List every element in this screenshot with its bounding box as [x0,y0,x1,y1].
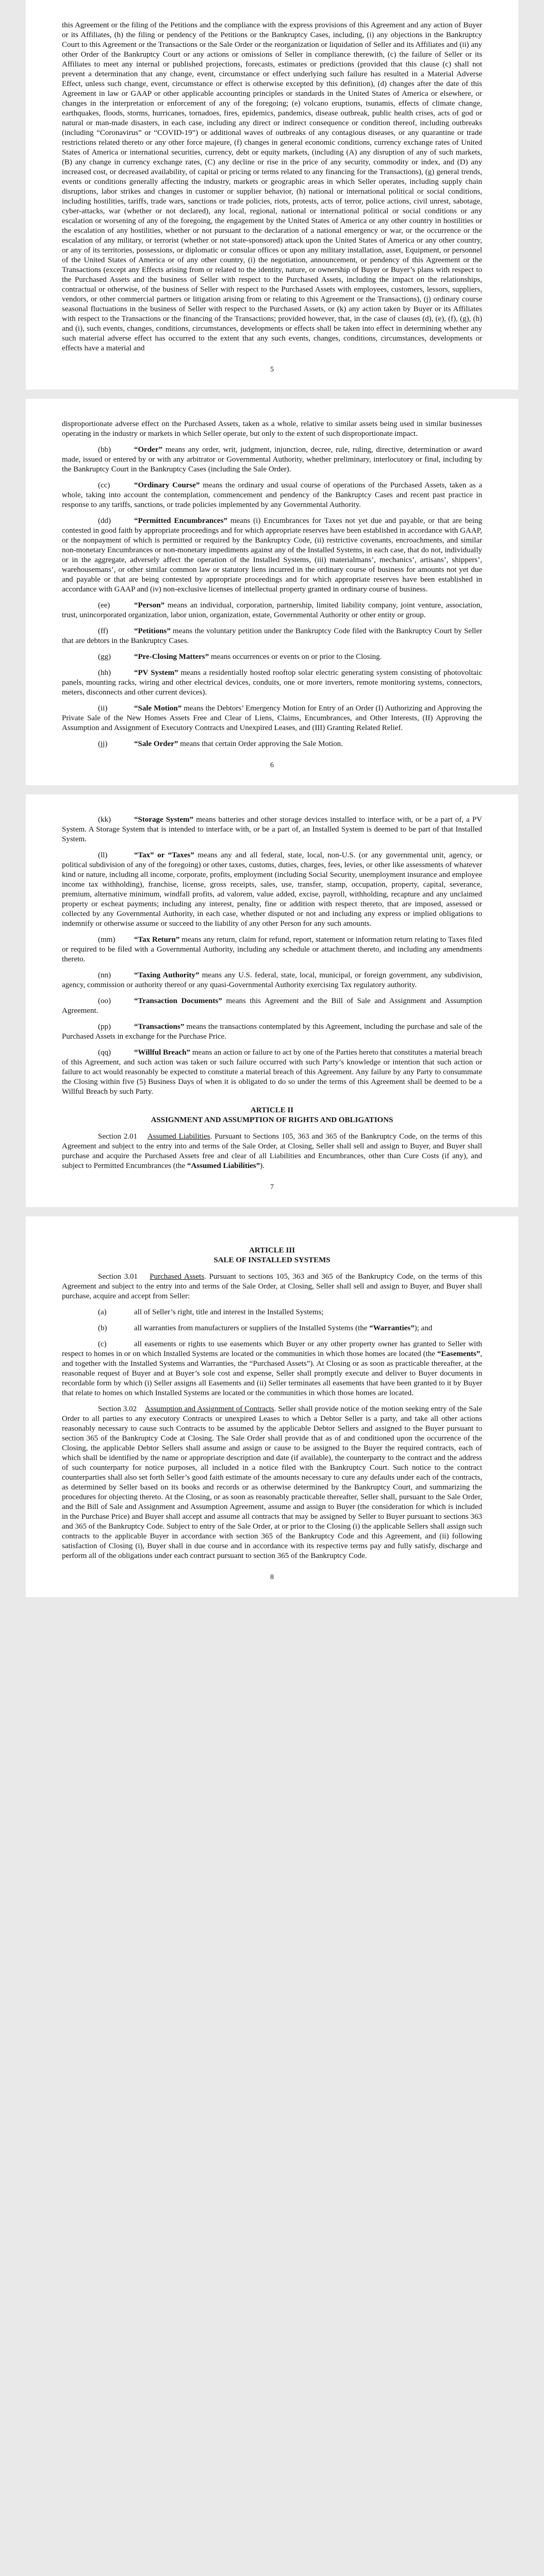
clause-label: (c) [98,1340,107,1348]
definition-text: means any U.S. federal, state, local, municipal, or foreign government, any subdivision, agency, commission or authority thereof or any quasi-Governmental Authority exercising Tax regulatory authority. [62,971,482,989]
document-page-7 [26,794,518,1207]
clause-item [62,1308,482,1317]
definition-paragraph [62,1048,482,1097]
definition-text: means (i) Encumbrances for Taxes not yet due and payable, or that are being contested in good faith by appropriate proceedings and for which appropriate reserves have been established in accordance with GAAP, or the nonpayment of which is permitted or required by the Bankruptcy Code, (ii) restrictive covenants, encroachments, and similar non-monetary Encumbrances or non-monetary impediments against any of the Installed Systems, in each case, that do not, individually or in the aggregate, adversely affect the operation of the Installed Systems, (iii) materialmans’, mechanics’, artisans’, shippers’, warehousemans’, or other similar common law or statutory liens incurred in the ordinary course of business for amounts not yet due and payable or that are being contested by appropriate proceedings and for which appropriate reserves have been established in accordance with GAAP and (iv) non-exclusive licenses of intellectual property granted in ordinary course of business. [62,517,482,594]
defined-term: “Permitted Encumbrances” [134,517,227,525]
article-title: SALE OF INSTALLED SYSTEMS [213,1256,331,1264]
page-number: 8 [270,1573,274,1581]
article-title: ASSIGNMENT AND ASSUMPTION OF RIGHTS AND OBLIGATIONS [151,1116,393,1124]
definition-label: (pp) [98,1023,111,1031]
defined-term: “Pre-Closing Matters” [134,653,209,661]
defined-term: “Warranties” [369,1324,415,1332]
definition-label: (mm) [98,936,116,944]
defined-term: “Sale Order” [134,740,178,748]
definition-paragraph [62,935,482,964]
defined-term: “Assumed Liabilities” [187,1162,260,1170]
article-heading: ARTICLE II [250,1106,294,1114]
definition-paragraph [62,851,482,929]
section-number: Section 3.01 [98,1273,138,1281]
defined-term: “Tax” or “Taxes” [134,851,194,859]
document-page-5 [26,0,518,389]
definition-text: means a residentially hosted rooftop solar electric generating system consisting of photovoltaic panels, mounting racks, wiring and other electrical devices, conduits, one or more inverters, remote monitoring systems, connectors, meters, disconnects and other current devices). [62,669,482,697]
definition-paragraph [62,481,482,510]
article-heading: ARTICLE III [249,1246,295,1255]
clause-item [62,1340,482,1398]
clause-text: all of Seller’s right, title and interest in the Installed Systems; [134,1308,324,1316]
definition-label: (ee) [98,601,110,609]
document-page-6 [26,399,518,785]
definition-label: (qq) [98,1048,111,1057]
definition-label: (nn) [98,971,111,979]
section-number: Section 3.02 [98,1405,137,1413]
definition-label: (hh) [98,669,111,677]
definition-text: means any and all federal, state, local, non-U.S. (or any governmental unit, agency, or political subdivision of any of the foregoing) or other taxes, customs, duties, charges, fees, levies, or other like assessments of whatever kind or nature, including all income, corporate, profits, employment (including Social Security, unemployment insurance and employee income tax withholding), franchise, license, gross receipts, sales, use, transfer, stamp, occupation, property, capital, severance, premium, alternative minimum, windfall profits, ad valorem, value added, excise, payroll, withholding, recapture and any unclaimed property or escheat payments; including any interest, penalty, fine or addition with respect thereto, that are imposed, assessed or collected by any Governmental Authority, in each case, whether disputed or not and including any express or implied obligations to indemnify or otherwise assume or succeed to the liability of any other Person for any such amounts. [62,851,483,928]
defined-term: “Taxing Authority” [134,971,200,979]
defined-term: “Ordinary Course” [134,481,200,489]
defined-term: “Person” [134,601,165,609]
defined-term: “Order” [134,446,162,454]
section-title: Assumption and Assignment of Contracts [144,1405,274,1413]
section-text: . Seller shall provide notice of the motion seeking entry of the Sale Order to all parties to any executory Contracts or unexpired Leases to which a Debtor Seller is a party, and take all other actions reasonably necessary to cause such Contracts to be assumed by the applicable Debtor Sellers and assigned to the Buyer pursuant to section 365 of the Bankruptcy Code at Closing. The Sale Order shall provide that as of and conditioned upon the occurrence of the Closing, the applicable Debtor Sellers shall assume and assign or cause to be assigned to the Buyer the required contracts, each of which shall be identified by the name or appropriate description and date (if available), the counterparty to the contract and the address of such counterparty for notice purposes, all included in a notice filed with the Bankruptcy Court. Such notice to the contract counterparties shall also set forth Seller’s good faith estimate of the amounts necessary to cure any defaults under each of the contracts, as determined by Seller based on its books and records or as otherwise determined by the Bankruptcy Court, and summarizing the procedures for objecting thereto. At the Closing, or as soon as reasonably practicable thereafter, Seller shall, pursuant to the Sale Order, and the Bill of Sale and Assignment and Assumption Agreement, assume and assign to Buyer (the consideration for which is included in the Purchase Price) and Buyer shall accept and assume all contracts that may be assigned by Seller to Buyer pursuant to sections 363 and 365 of the Bankruptcy Code. Subject to entry of the Sale Order, at or prior to the Closing (i) the applicable Sellers shall assign such contracts to the applicable Buyer in accordance with section 365 of the Bankruptcy Code and this Agreement, and (ii) following satisfaction of Closing (i), Buyer shall in due course and in accordance with its respective terms pay and fully satisfy, discharge and perform all of the obligations under each contract pursuant to section 365 of the Bankruptcy Code. [62,1405,483,1560]
clause-text: all easements or rights to use easements which Buyer or any other property owner has granted to Seller with respect to homes in or on which Installed Systems are located or the communities in which those homes are located (the [62,1340,482,1358]
definition-paragraph [62,996,482,1016]
clause-label: (b) [98,1324,107,1332]
definitions-list [62,445,482,749]
defined-term: “Willful Breach” [134,1048,191,1057]
clause-item [62,1324,482,1333]
definition-label: (ff) [98,627,108,635]
document-page-8 [26,1216,518,1597]
definition-paragraph [62,445,482,474]
defined-term: “Transactions” [134,1023,185,1031]
definition-paragraph [62,652,482,662]
definition-paragraph [62,815,482,844]
definition-label: (kk) [98,816,111,824]
definition-paragraph [62,668,482,698]
section-paragraph [62,1404,482,1561]
definition-text: means that certain Order approving the Sale Motion. [178,740,343,748]
definition-text: means the voluntary petition under the Bankruptcy Code filed with the Bankruptcy Court by Seller that are debtors in the Bankruptcy Cases. [62,627,482,645]
section-text: . Pursuant to Sections 105, 363 and 365 of the Bankruptcy Code, on the terms of this Agreement and subject to the entry into and terms of the Sale Order, at Closing, Seller shall sell and assign to Buyer, and Buyer shall purchase and acquire the Purchased Assets free and clear of all Liabilities and Encumbrances, other than Cure Costs (if any), and subject to Permitted Encumbrances (the [62,1132,483,1170]
definition-text: means the ordinary and usual course of operations of the Purchased Assets, taken as a whole, taking into account the contemplation, commencement and pendency of the Bankruptcy Cases and recent past practice in response to any tariffs, sanctions, or trade policies implemented by any Governmental Authority. [62,481,482,509]
definition-label: (dd) [98,517,111,525]
page-number: 5 [270,366,274,374]
definition-label: (oo) [98,997,111,1005]
defined-term: “Easements” [437,1350,481,1358]
defined-term: “Storage System” [134,816,194,824]
definition-text: means the transactions contemplated by this Agreement, including the purchase and sale of the Purchased Assets in exchange for the Purchase Price. [62,1023,482,1041]
section-title: Purchased Assets [150,1273,205,1281]
definition-text: means the Debtors’ Emergency Motion for Entry of an Order (I) Authorizing and Approving the Private Sale of the New Homes Assets Free and Clear of Liens, Claims, Encumbrances, and Other Interests, (II) Approving the Assumption and Assignment of Executory Contracts and Unexpired Leases, and (III) Granting Related Relief. [62,704,482,732]
definition-label: (gg) [98,653,111,661]
definition-paragraph [62,739,482,749]
clause-text-end: , and together with the Installed Systems and Warranties, the “Purchased Assets”). At Closing or as soon as practicable thereafter, at the reasonable request of Buyer and at Buyer’s sole cost and expense, Seller shall promptly execute and deliver to Buyer documents in recordable form by which (i) Seller assigns all Easements and (ii) Seller terminates all easements that have been granted to it by Buyer that relate to homes on which Installed Systems are located or the communities in which those homes are located. [62,1350,482,1397]
definition-text: means any order, writ, judgment, injunction, decree, rule, ruling, directive, determination or award made, issued or entered by or with any arbitrator or Governmental Authority, whether preliminary, interlocutory or final, including by the Bankruptcy Court in the Bankruptcy Cases (including the Sale Order). [62,446,482,473]
defined-term: “Sale Motion” [134,704,182,713]
definition-paragraph [62,601,482,620]
definition-text: means an individual, corporation, partnership, limited liability company, joint venture, association, trust, unincorporated organization, labor union, organization, estate, Governmental Authority or other entity or group. [62,601,482,619]
definition-paragraph [62,1022,482,1042]
paragraph: disproportionate adverse effect on the Purchased Assets, taken as a whole, relative to similar assets being used in similar businesses operating in the industry or markets in which Seller operate, but only to the extent of such disproportionate impact. [62,420,482,438]
definition-text: means any return, claim for refund, report, statement or information return relating to Taxes filed or required to be filed with a Governmental Authority, including any schedule or attachment thereto, and including any amendments thereto. [62,936,482,963]
clause-label: (a) [98,1308,107,1316]
page-number: 6 [270,761,274,769]
section-number: Section 2.01 [98,1132,138,1141]
definition-text: means an action or failure to act by one of the Parties hereto that constitutes a material breach of this Agreement, and such action was taken or such failure occurred with such Party’s knowledge or intention that such action or failure to act would reasonably be expected to constitute a material breach of this Agreement. Any failure by any Party to consummate the Closing within five (5) Business Days of when it is obligated to do so under the terms of this Agreement shall be deemed to be a Willful Breach by such Party. [62,1048,482,1096]
defined-term: “Tax Return” [134,936,180,944]
page-number: 7 [270,1183,274,1191]
definition-label: (ii) [98,704,108,713]
clause-list [62,1308,482,1398]
section-text: . Pursuant to sections 105, 363 and 365 of the Bankruptcy Code, on the terms of this Agreement and subject to the entry into and terms of the Sale Order, at Closing, Seller shall sell and assign to Buyer, and Buyer shall purchase, acquire and accept from Seller: [62,1273,483,1300]
paragraph: this Agreement or the filing of the Petitions and the compliance with the express provisions of this Agreement and any action of Buyer or its Affiliates, (h) the filing or pendency of the Petitions or the Bankruptcy Cases, including, (i) any objections in the Bankruptcy Court to this Agreement or the Transactions or the Sale Order or the reorganization or liquidation of Seller and its Affiliates and (ii) any other Order of the Bankruptcy Court or any actions or omissions of Seller in compliance therewith, (c) the failure of Seller or its Affiliates to meet any internal or published projections, forecasts, estimates or predictions (provided that this clause (c) shall not prevent a determination that any change, event, circumstance or effect underlying such failure has resulted in a Material Adverse Effect, unless such change, event, circumstance or effect is otherwise excepted by this definition), (d) changes after the date of this Agreement in law or GAAP or other applicable accounting principles or standards in the United States of America or elsewhere, or changes in the interpretation or enforcement of any of the foregoing; (e) volcano eruptions, tsunamis, effects of climate change, earthquakes, floods, storms, hurricanes, tornadoes, fires, epidemics, pandemics, disease outbreak, public health crises, acts of god or natural or man-made disasters, in each case, including any direct or indirect consequence or condition thereof, including outbreaks (including “Coronavirus” or “COVID-19”) or additional waves of outbreaks of any contagious diseases, or any quarantine or trade restrictions related thereto or any other force majeure, (f) changes in general economic conditions, currency exchange rates of United States of America or international securities, currency, debt or equity markets, (including (A) any disruption of any of such markets, (B) any change in currency exchange rates, (C) any decline or rise in the price of any security, commodity or index, and (D) any increased cost, or decreased availability, of capital or pricing or terms related to any financing for the Transactions), (g) general trends, events or conditions generally affecting the industry, markets or geographic areas in which Seller operates, including supply chain disruptions, labor strikes and changes in customer or supplier behavior, (h) national or international political or social conditions, including hostilities, tariffs, trade wars, sanctions or trade policies, riots, protests, acts of terror, police actions, civil unrest, sabotage, cyber-attacks, war (whether or not declared), any local, regional, national or international political or social conditions or any escalation or worsening of any of the foregoing, the engagement by the United States of America or any other country in hostilities or the escalation of any hostilities, whether or not pursuant to the declaration of a national emergency or war, or the occurrence or the escalation of any military, or terrorist (whether or not state-sponsored) attack upon the United States of America or any other country, or any of its territories, possessions, or diplomatic or consular offices or upon any military installation, asset, Equipment, or personnel of the United States of America or of any other country, (i) the negotiation, announcement, or pendency of this Agreement or the Transactions (except any Effects arising from or related to the identity, nature, or ownership of Buyer or Buyer’s plans with respect to the Purchased Assets and the business of Seller with respect to the Purchased Assets, including the impact on the relationships, contractual or otherwise, of the business of Seller with respect to the Purchased Assets with employees, customers, lessors, suppliers, vendors, or other commercial partners or litigation arising from or relating to this Agreement or the Transactions), (j) ordinary course seasonal fluctuations in the business of Seller with respect to the Purchased Assets, or (k) any action taken by Buyer or its Affiliates with respect to the Transactions or the financing of the Transactions; provided however, that, in the case of clauses (d), (e), (f), (g), (h) and (i), such events, changes, conditions, circumstances, developments or effects shall be taken into effect in determining whether any such material adverse effect has occurred to the extent that any such events, changes, conditions, circumstances, developments or effects have a material and [62,21,482,352]
definition-label: (bb) [98,446,111,454]
section-title: Assumed Liabilities [147,1132,210,1141]
definition-paragraph [62,516,482,595]
definition-text: means occurrences or events on or prior to the Closing. [209,653,382,661]
section-paragraph [62,1132,482,1171]
definition-label: (cc) [98,481,110,489]
definition-paragraph [62,704,482,733]
definition-text: means batteries and other storage devices installed to interface with, or be a part of, a PV System. A Storage System that is intended to interface with, or be a part of, an Installed System is deemed to be part of that Installed System. [62,816,482,843]
definition-text: means this Agreement and the Bill of Sale and Assignment and Assumption Agreement. [62,997,482,1015]
section-paragraph [62,1272,482,1301]
definitions-list [62,815,482,1097]
definition-label: (ll) [98,851,108,859]
section-text-end: ). [260,1162,265,1170]
definition-paragraph [62,971,482,990]
defined-term: “PV System” [134,669,178,677]
clause-text-end: ); and [414,1324,433,1332]
definition-label: (jj) [98,740,108,748]
defined-term: “Transaction Documents” [134,997,222,1005]
definition-paragraph [62,626,482,646]
defined-term: “Petitions” [134,627,171,635]
clause-text: all warranties from manufacturers or suppliers of the Installed Systems (the [134,1324,370,1332]
